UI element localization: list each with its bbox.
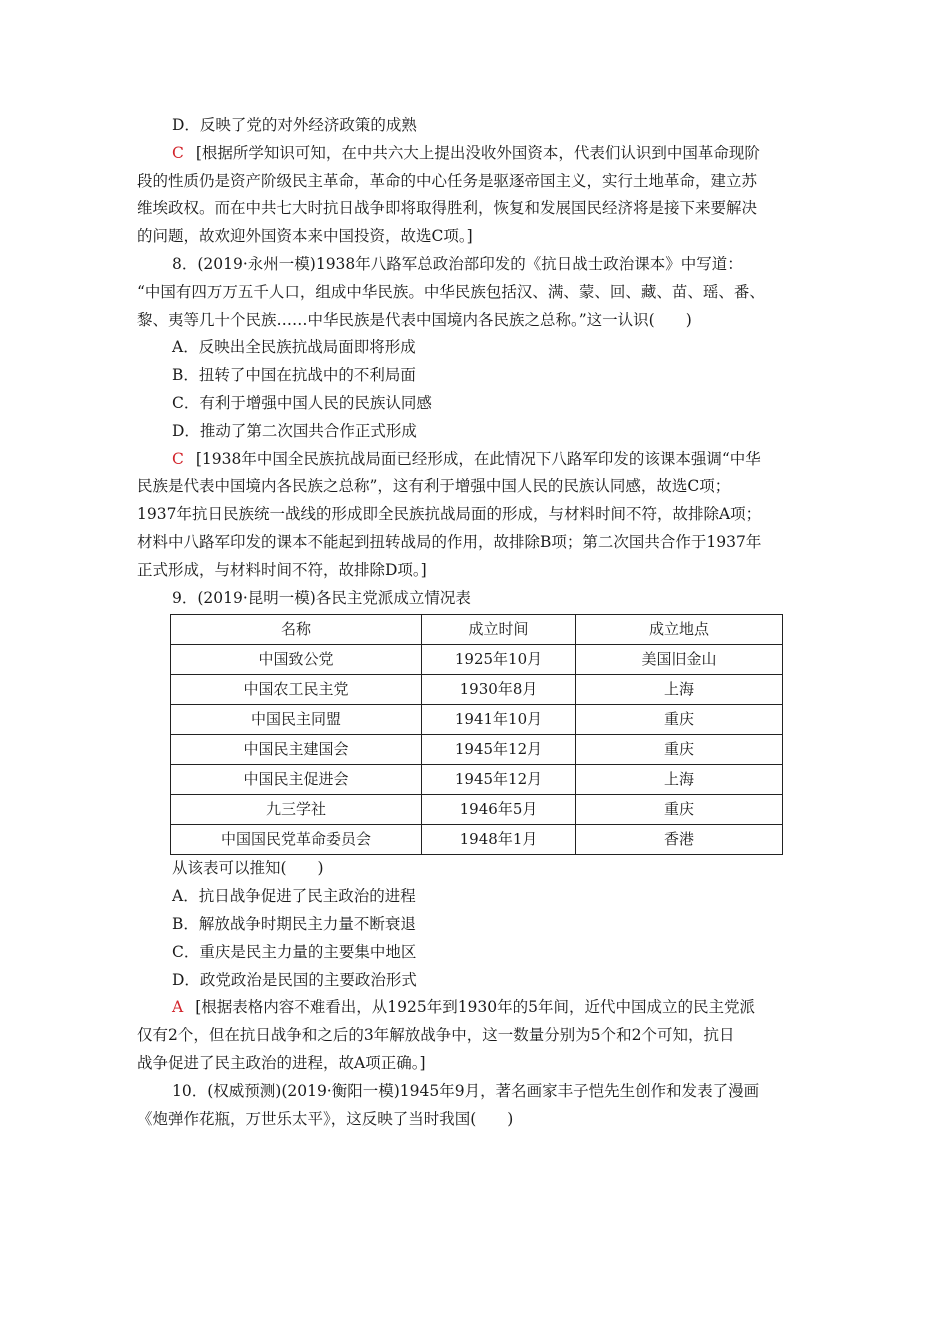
text-line [137,112,823,140]
line-text: B．扭转了中国在抗战中的不利局面 [172,366,416,385]
text-line [137,446,823,474]
line-text: D．推动了第二次国共合作正式形成 [172,421,417,440]
line-text: “中国有四万万五千人口，组成中华民族。中华民族包括汉、满、蒙、回、藏、苗、瑶、番、 [137,282,765,301]
text-line [137,1078,823,1106]
line-text: D．政党政治是民国的主要政治形式 [172,970,417,989]
table-cell: 中国农工民主党 [171,675,422,705]
line-text: C．有利于增强中国人民的民族认同感 [172,393,432,412]
question-block-bottom [137,855,823,1133]
line-text: 正式形成，与材料时间不符，故排除D项。] [137,560,427,579]
table-row [171,825,783,855]
table-row [171,795,783,825]
question-block-top [137,112,823,612]
table-cell: 1930年8月 [422,675,576,705]
table-cell: 重庆 [576,705,783,735]
line-text: [1938年中国全民族抗战局面已经形成，在此情况下八路军印发的该课本强调“中华 [195,449,761,468]
table-row [171,705,783,735]
text-line [137,967,823,995]
line-text: 战争促进了民主政治的进程，故A项正确。] [137,1053,426,1072]
text-line [137,1022,823,1050]
text-line [137,473,823,501]
table-cell: 上海 [576,675,783,705]
text-line [137,1050,823,1078]
table-cell: 重庆 [576,735,783,765]
line-text: 9．(2019·昆明一模)各民主党派成立情况表 [172,588,471,607]
table-cell: 1945年12月 [422,765,576,795]
line-text: 民族是代表中国境内各民族之总称”，这有利于增强中国人民的民族认同感，故选C项； [137,477,731,496]
line-text: 黎、夷等几十个民族……中华民族是代表中国境内各民族之总称。”这一认识( ) [137,310,692,329]
answer-letter: C [172,143,184,162]
table-cell: 1948年1月 [422,825,576,855]
table-cell: 1941年10月 [422,705,576,735]
table-row [171,735,783,765]
line-text: D．反映了党的对外经济政策的成熟 [172,116,417,134]
text-line [137,883,823,911]
table-cell: 1946年5月 [422,795,576,825]
text-line [137,501,823,529]
table-cell: 中国民主促进会 [171,765,422,795]
line-text: 的问题，故欢迎外国资本来中国投资，故选C项。] [137,227,473,246]
table-cell: 中国国民党革命委员会 [171,825,422,855]
line-text: [根据所学知识可知，在中共六大上提出没收外国资本，代表们认识到中国革命现阶 [195,143,760,162]
table-header-cell: 成立时间 [422,615,576,645]
line-text: A．反映出全民族抗战局面即将形成 [172,338,416,357]
line-text: C．重庆是民主力量的主要集中地区 [172,942,417,961]
line-text: 段的性质仍是资产阶级民主革命，革命的中心任务是驱逐帝国主义，实行土地革命，建立苏 [137,171,758,190]
line-text: B．解放战争时期民主力量不断衰退 [172,914,416,933]
text-line [137,939,823,967]
text-line [137,223,823,251]
answer-letter: A [172,998,184,1017]
line-text: 维埃政权。而在中共七大时抗日战争即将取得胜利，恢复和发展国民经济将是接下来要解决 [137,199,758,218]
text-line [137,251,823,279]
text-line [137,855,823,883]
text-line [137,557,823,585]
line-text: A．抗日战争促进了民主政治的进程 [172,887,416,906]
text-line [137,334,823,362]
table-cell: 1925年10月 [422,645,576,675]
line-text: 《炮弹作花瓶，万世乐太平》，这反映了当时我国( ) [137,1109,514,1128]
text-line [137,307,823,335]
text-line [137,168,823,196]
table-cell: 中国致公党 [171,645,422,675]
text-line [137,362,823,390]
table-header-cell: 名称 [171,615,422,645]
table-header-cell: 成立地点 [576,615,783,645]
text-line [137,529,823,557]
document-page [137,112,823,1133]
answer-letter: C [172,449,184,468]
table-cell: 上海 [576,765,783,795]
text-line [137,279,823,307]
text-line [137,994,823,1022]
table-row [171,675,783,705]
table-row [171,645,783,675]
line-text: 8．(2019·永州一模)1938年八路军总政治部印发的《抗日战士政治课本》中写道： [172,254,743,273]
table-row [171,765,783,795]
line-text: 10．(权威预测)(2019·衡阳一模)1945年9月，著名画家丰子恺先生创作和发表了漫画 [172,1081,760,1100]
line-text: 1937年抗日民族统一战线的形成即全民族抗战局面的形成，与材料时间不符，故排除A项； [137,505,762,524]
table-cell: 中国民主同盟 [171,705,422,735]
table-cell: 1945年12月 [422,735,576,765]
line-text: 仅有2个，但在抗日战争和之后的3年解放战争中，这一数量分别为5个和2个可知，抗日 [137,1026,735,1045]
text-line [137,195,823,223]
text-line [137,390,823,418]
table-cell: 中国民主建国会 [171,735,422,765]
line-text: 从该表可以推知( ) [172,859,324,878]
text-line [137,1106,823,1134]
table-header-row [171,615,783,645]
text-line [137,418,823,446]
table-cell: 香港 [576,825,783,855]
text-line [137,140,823,168]
line-text: 材料中八路军印发的课本不能起到扭转战局的作用，故排除B项；第二次国共合作于1937年 [137,532,762,551]
table-cell: 九三学社 [171,795,422,825]
text-line [137,585,823,613]
table-cell: 美国旧金山 [576,645,783,675]
text-line [137,911,823,939]
line-text: [根据表格内容不难看出，从1925年到1930年的5年间，近代中国成立的民主党派 [195,998,756,1017]
table-cell: 重庆 [576,795,783,825]
parties-table [170,614,783,855]
